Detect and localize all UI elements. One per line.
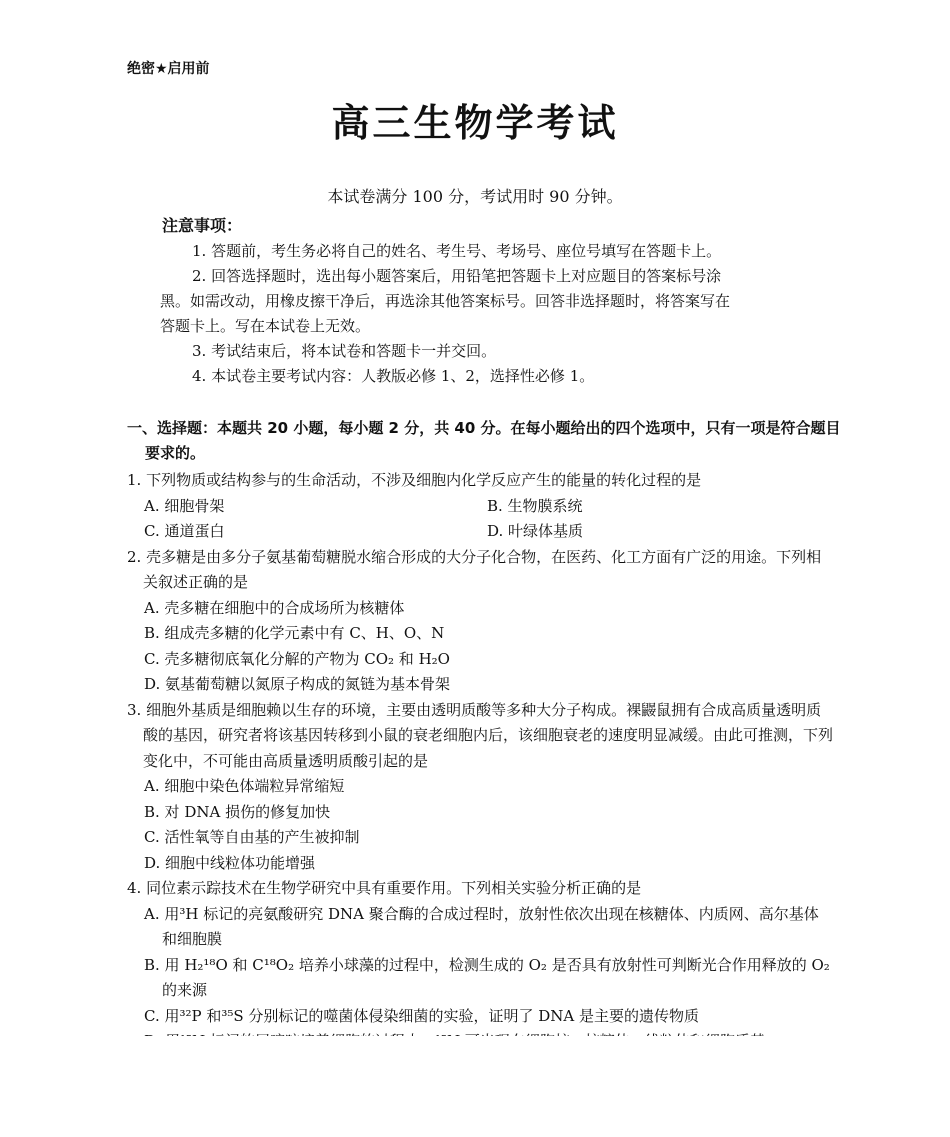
note-item-continued: 黑。如需改动，用橡皮擦干净后，再选涂其他答案标号。回答非选择题时，将答案写在 xyxy=(160,292,731,310)
question-list xyxy=(127,468,833,1055)
notes-heading: 注意事项： xyxy=(162,216,243,235)
option-a: A. 用³H 标记的亮氨酸研究 DNA 聚合酶的合成过程时，放射性依次出现在核糖体、内质网、高尔基体和细胞膜 xyxy=(144,904,819,948)
option-a: A. 壳多糖在细胞中的合成场所为核糖体 xyxy=(144,598,405,617)
question-2 xyxy=(127,545,833,698)
question-stem: 1. 下列物质或结构参与的生命活动，不涉及细胞内化学反应产生的能量的转化过程的是 xyxy=(127,471,702,489)
option-a: A. 细胞中染色体端粒异常缩短 xyxy=(144,777,345,795)
page-cutoff xyxy=(0,1036,950,1137)
option-c: C. 壳多糖彻底氧化分解的产物为 CO₂ 和 H₂O xyxy=(144,649,450,668)
note-item-continued: 答题卡上。写在本试卷上无效。 xyxy=(160,317,371,335)
option-c: C. 活性氧等自由基的产生被抑制 xyxy=(144,828,360,846)
note-item: 3. 考试结束后，将本试卷和答题卡一并交回。 xyxy=(192,342,497,360)
question-stem: 3. 细胞外基质是细胞赖以生存的环境，主要由透明质酸等多种大分子构成。裸鼹鼠拥有合成高质量透明质酸的基因，研究者将该基因转移到小鼠的衰老细胞内后，该细胞衰老的速度明显减缓。由此可推测，下列变化中，不可能由高质量透明质酸引起的是 xyxy=(127,700,834,770)
note-item: 1. 答题前，考生务必将自己的姓名、考生号、考场号、座位号填写在答题卡上。 xyxy=(192,242,722,260)
option-list xyxy=(127,902,833,1055)
option-c: C. 通道蛋白 xyxy=(144,522,225,540)
option-d: D. 氨基葡萄糖以氮原子构成的氮链为基本骨架 xyxy=(144,675,451,693)
exam-info: 本试卷满分 100 分，考试用时 90 分钟。 xyxy=(327,187,623,206)
option-b: B. 对 DNA 损伤的修复加快 xyxy=(144,802,331,821)
confidential-label: 绝密★启用前 xyxy=(127,61,210,77)
option-list xyxy=(127,774,833,876)
option-list xyxy=(127,596,833,698)
option-b: B. 组成壳多糖的化学元素中有 C、H、O、N xyxy=(144,624,445,642)
option-a: A. 细胞骨架 xyxy=(144,496,225,515)
question-stem: 4. 同位素示踪技术在生物学研究中具有重要作用。下列相关实验分析正确的是 xyxy=(127,879,642,897)
notes-block xyxy=(160,212,840,389)
option-c: C. 用³²P 和³⁵S 分别标记的噬菌体侵染细菌的实验，证明了 DNA 是主要的遗传物质 xyxy=(144,1006,699,1025)
question-stem: 2. 壳多糖是由多分子氨基葡萄糖脱水缩合形成的大分子化合物，在医药、化工方面有广泛的用途。下列相关叙述正确的是 xyxy=(127,547,822,591)
question-4 xyxy=(127,876,833,1055)
option-d: D. 叶绿体基质 xyxy=(487,522,584,540)
page-title: 高三生物学考试 xyxy=(331,101,619,145)
note-item: 2. 回答选择题时，选出每小题答案后，用铅笔把答题卡上对应题目的答案标号涂 xyxy=(192,267,722,285)
option-b: B. 生物膜系统 xyxy=(487,496,583,515)
option-d: D. 细胞中线粒体功能增强 xyxy=(144,853,316,872)
section-heading: 一、选择题：本题共 20 小题，每小题 2 分，共 40 分。在每小题给出的四个选项中，只有一项是符合题目要求的。 xyxy=(127,419,841,462)
question-1 xyxy=(127,468,833,545)
option-b: B. 用 H₂¹⁸O 和 C¹⁸O₂ 培养小球藻的过程中，检测生成的 O₂ 是否具有放射性可判断光合作用释放的 O₂ 的来源 xyxy=(144,955,830,999)
option-list xyxy=(127,494,833,545)
note-item: 4. 本试卷主要考试内容：人教版必修 1、2，选择性必修 1。 xyxy=(192,367,595,385)
question-3 xyxy=(127,698,833,877)
